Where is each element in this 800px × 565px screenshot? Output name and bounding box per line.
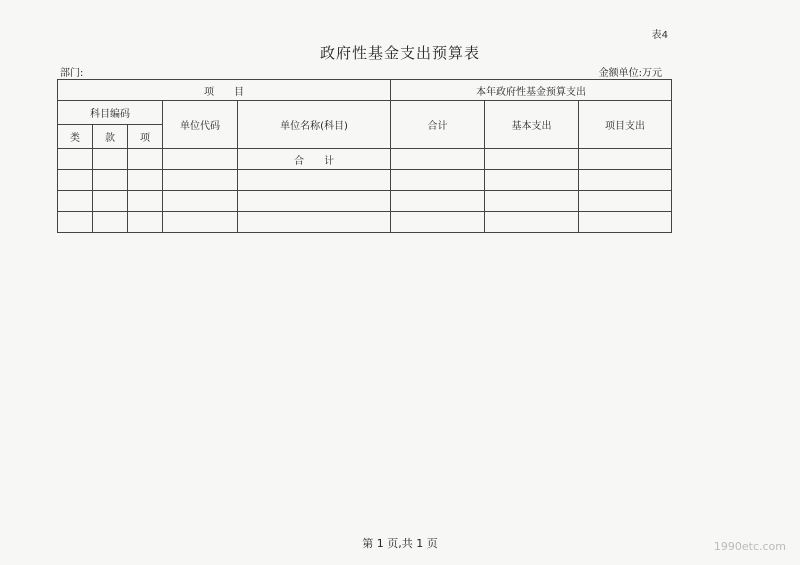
amount-unit-label: 金额单位:万元 <box>598 68 662 79</box>
total-header: 合计 <box>391 101 485 149</box>
table-cell <box>391 149 485 170</box>
table-cell <box>163 191 238 212</box>
table-cell <box>238 191 391 212</box>
table-cell <box>579 191 672 212</box>
watermark: 1990etc.com <box>713 540 786 553</box>
table-cell <box>93 212 128 233</box>
table-cell <box>163 212 238 233</box>
table-cell <box>485 149 579 170</box>
table-cell <box>238 212 391 233</box>
table-cell <box>485 212 579 233</box>
page-title: 政府性基金支出预算表 <box>319 44 480 62</box>
table-row <box>58 212 672 233</box>
table-cell <box>238 170 391 191</box>
table-cell <box>579 212 672 233</box>
kuan-header: 款 <box>93 125 128 149</box>
xiang-header: 项 <box>128 125 163 149</box>
department-label: 部门: <box>60 68 84 79</box>
table-cell <box>128 149 163 170</box>
table-cell <box>128 170 163 191</box>
table-cell <box>58 191 93 212</box>
table-cell <box>58 212 93 233</box>
table-cell <box>163 170 238 191</box>
table-cell <box>93 191 128 212</box>
table-cell <box>391 212 485 233</box>
table-cell <box>163 149 238 170</box>
unit-name-header: 单位名称(科目) <box>238 101 391 149</box>
project-expense-header: 项目支出 <box>579 101 672 149</box>
table-cell <box>128 191 163 212</box>
table-cell <box>391 170 485 191</box>
page-number-footer: 第 1 页,共 1 页 <box>362 537 438 550</box>
table-cell <box>128 212 163 233</box>
table-cell <box>391 191 485 212</box>
table-cell <box>58 170 93 191</box>
subject-code-header: 科目编码 <box>58 101 163 125</box>
lei-header: 类 <box>58 125 93 149</box>
header-row-group <box>58 80 672 101</box>
table-number: 表4 <box>651 30 668 41</box>
table-cell <box>58 149 93 170</box>
unit-code-header: 单位代码 <box>163 101 238 149</box>
budget-table <box>57 79 672 233</box>
header-row-sub <box>58 101 672 125</box>
group-header-item: 项 目 <box>58 80 391 101</box>
table-cell <box>93 149 128 170</box>
table-row <box>58 191 672 212</box>
table-cell <box>579 170 672 191</box>
table-cell <box>485 170 579 191</box>
total-row-label: 合 计 <box>238 149 391 170</box>
table-row <box>58 170 672 191</box>
group-header-budget: 本年政府性基金预算支出 <box>391 80 672 101</box>
table-cell <box>485 191 579 212</box>
basic-expense-header: 基本支出 <box>485 101 579 149</box>
table-cell <box>579 149 672 170</box>
table-cell <box>93 170 128 191</box>
table-row-total <box>58 149 672 170</box>
